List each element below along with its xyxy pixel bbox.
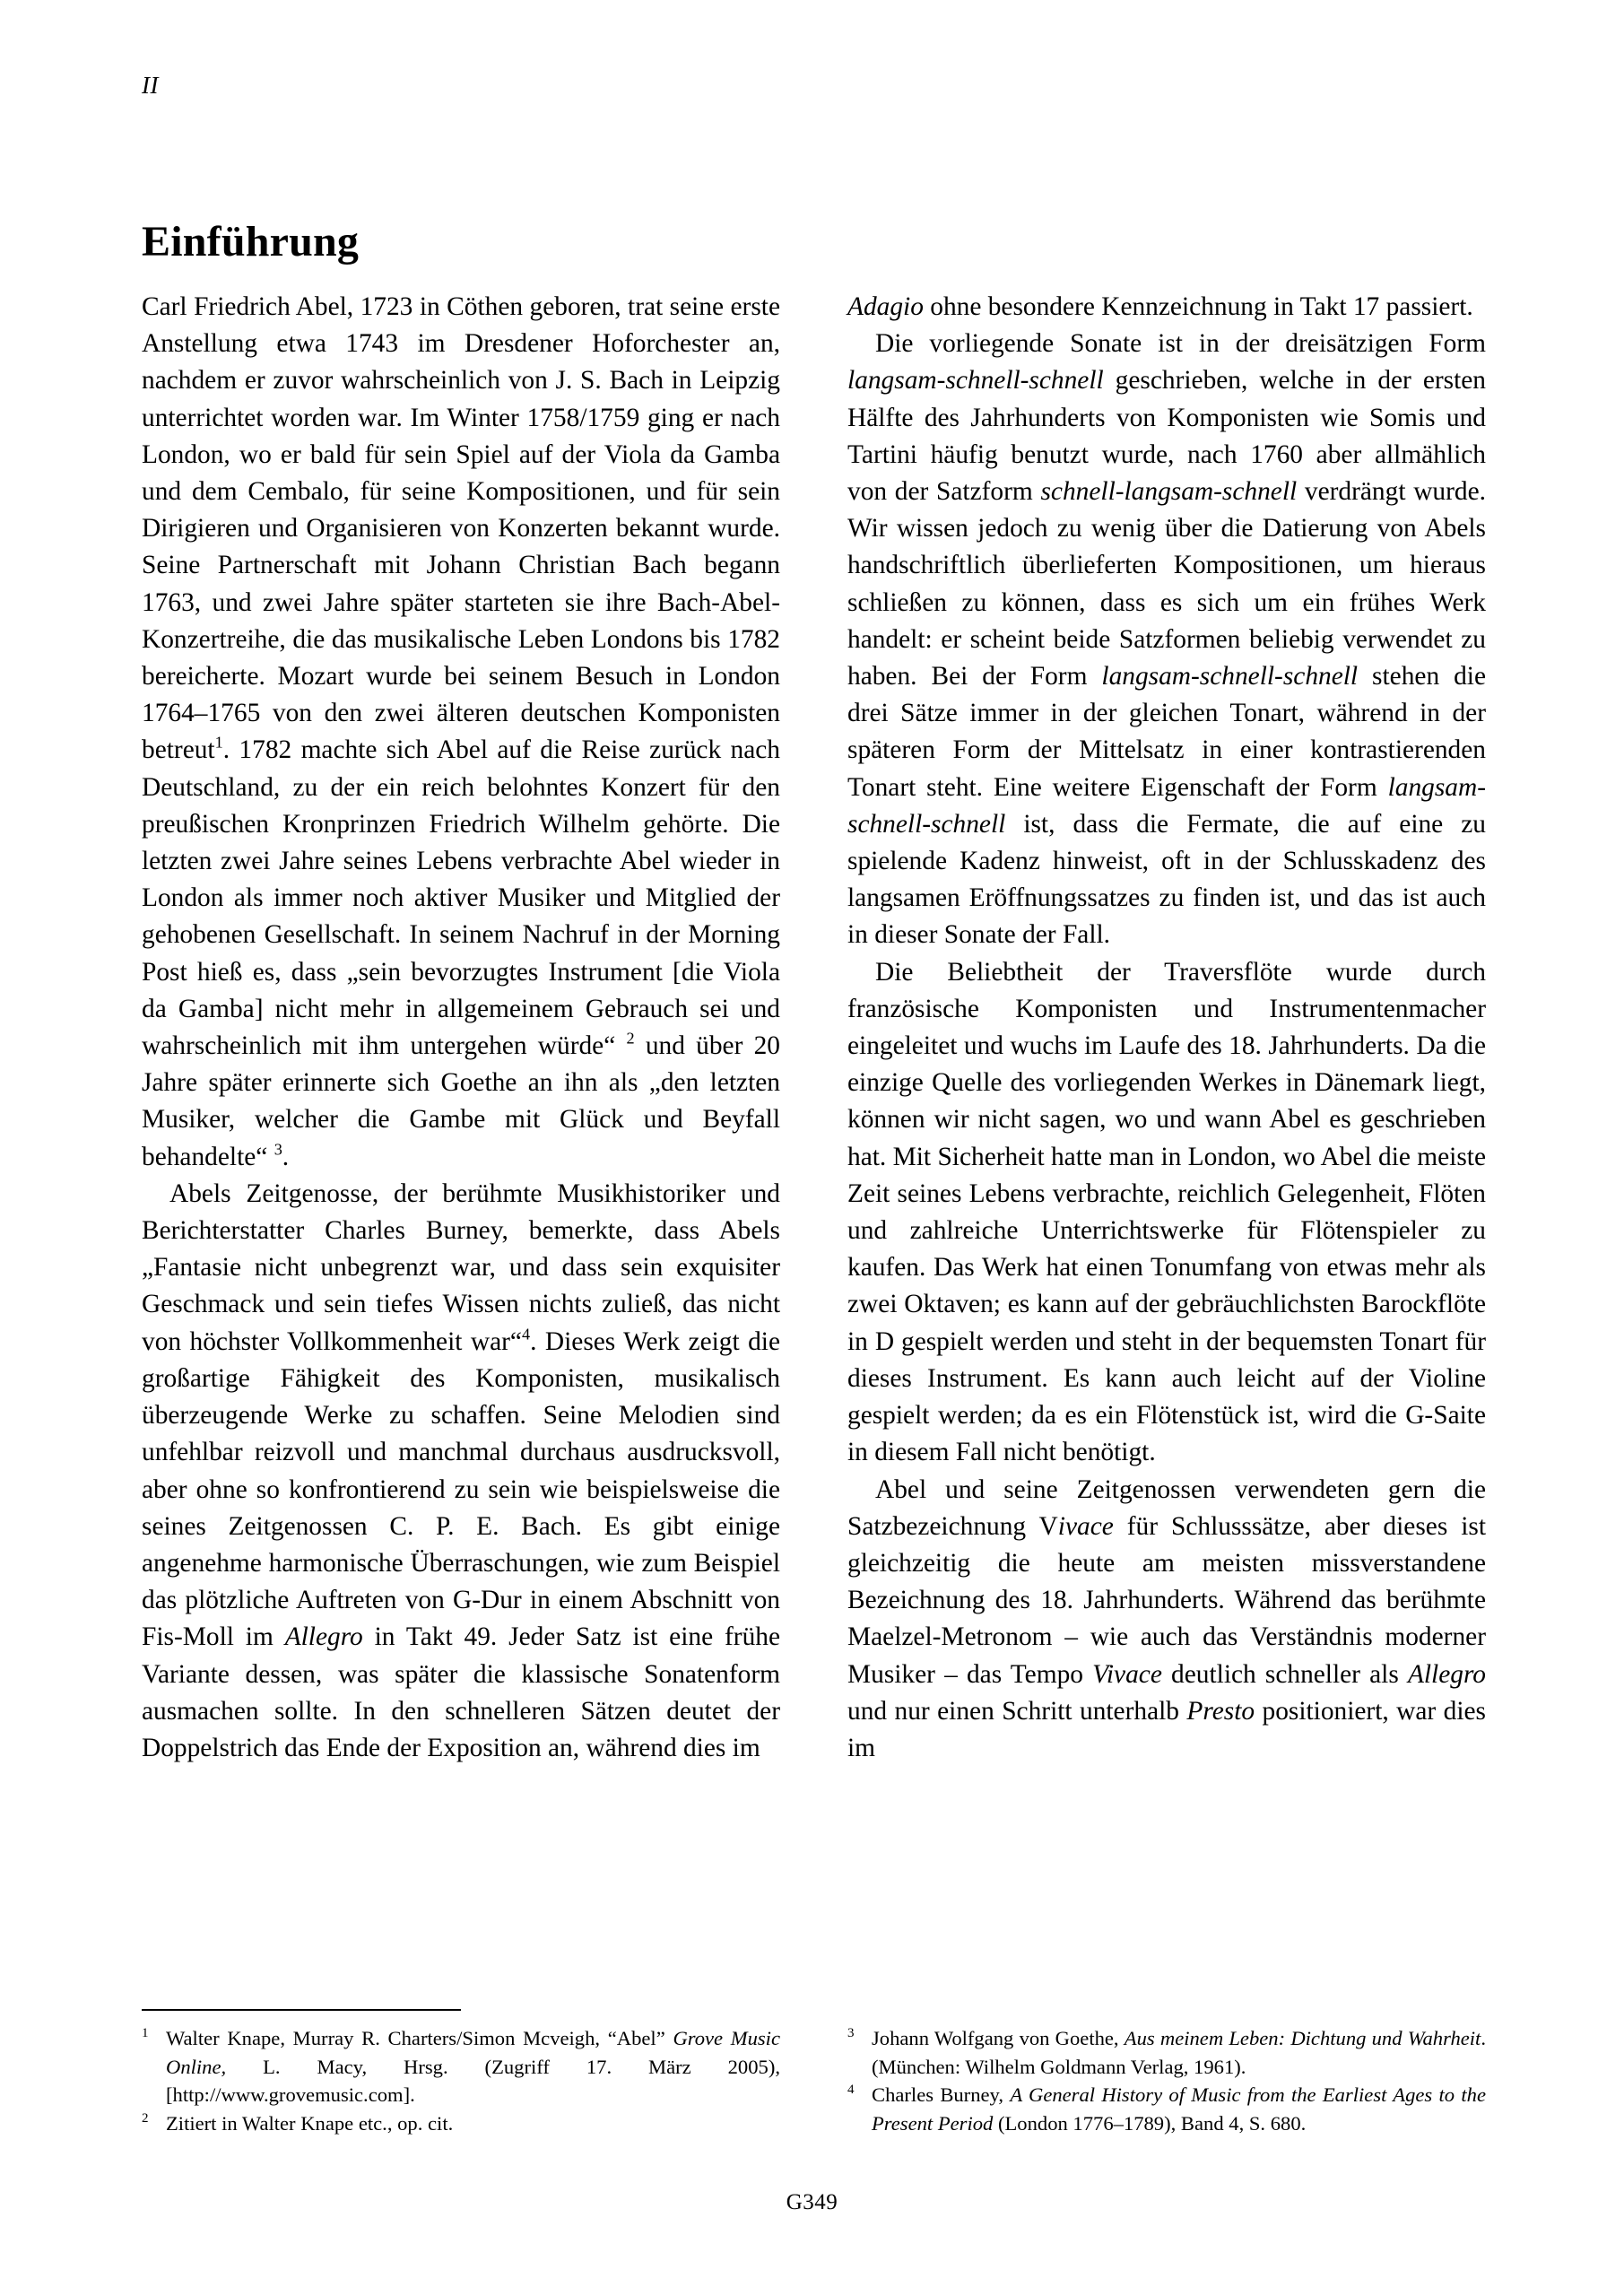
- footnote-list-right: [847, 2009, 1486, 2137]
- italic-run: langsam-schnell-schnell: [847, 772, 1486, 839]
- column-right: [847, 289, 1486, 1975]
- footnote-number: 4: [847, 2083, 855, 2097]
- footnote-number: 1: [142, 2026, 149, 2040]
- page-footer-signature: G349: [786, 2190, 838, 2214]
- page-folio: II: [142, 72, 159, 99]
- footnote-column-left: [142, 2009, 780, 2137]
- text-run: geschrieben, welche in der ersten Hälfte des Jahrhunderts von Komponisten wie Somis und Tartini häufig benutzt wurde, nach 1760 aber allmählich von der Satzform: [847, 366, 1486, 507]
- italic-run: A General History of Music from the Earliest Ages to the Present Period: [872, 2083, 1486, 2135]
- text-run: . 1782 machte sich Abel auf die Reise zurück nach Deutschland, zu der ein reich belohntes Konzert für den preußischen Kronprinzen Friedrich Wilhelm gehörte. Die letzten zwei Jahre seines Lebens verbrachte Abel wieder in London als immer noch aktiver Musiker und Mitglied der gehobenen Gesellschaft. In seinem Nachruf in der Morning Post hieß es, dass „sein bevorzugtes Instrument [die Viola da Gamba] nicht mehr in allgemeinem Gebrauch sei und wahrscheinlich mit ihm untergehen würde“: [142, 735, 780, 1061]
- text-run: (London 1776–1789), Band 4, S. 680.: [993, 2111, 1307, 2135]
- body-paragraph: [847, 1472, 1486, 1768]
- text-run: ohne besondere Kennzeichnung in Takt 17 passiert.: [923, 292, 1473, 321]
- footnote-item: [142, 2109, 780, 2138]
- text-run: .: [282, 1142, 290, 1171]
- text-run: für Schlusssätze, aber dieses ist gleichzeitig die heute am meisten missverstandene Bezeichnung des 18. Jahrhunderts. Während das berühmte Maelzel-Metronom – wie auch das Verständnis moderner Musiker – das Tempo: [847, 1511, 1486, 1689]
- body-paragraph: [847, 289, 1486, 326]
- footnote-text: [166, 2112, 453, 2135]
- footnote-text: [872, 2027, 1486, 2078]
- text-run: Zitiert in Walter Knape etc., op. cit.: [166, 2111, 454, 2135]
- text-run: . Dieses Werk zeigt die großartige Fähigkeit des Komponisten, musikalisch überzeugende Werke zu schaffen. Seine Melodien sind unfehlbar reizvoll und manchmal durchaus ausdrucksvoll, aber ohne so konfrontierend zu sein wie beispielsweise die seines Zeitgenossen C. P. E. Bach. Es gibt einige angenehme harmonische Überraschungen, wie zum Beispiel das plötzliche Auftreten von G-Dur in einem Abschnitt von Fis-Moll im: [142, 1326, 780, 1652]
- text-run: Johann Wolfgang von Goethe,: [872, 2027, 1125, 2049]
- page-title: Einführung: [142, 218, 360, 266]
- footnote-separator-rule: [142, 2009, 461, 2011]
- text-run: Walter Knape, Murray R. Charters/Simon Mcveigh, “Abel”: [166, 2027, 673, 2049]
- footnote-item: [142, 2024, 780, 2109]
- footnote-reference: 4: [521, 1325, 531, 1344]
- italic-run: schnell-langsam-schnell: [1040, 477, 1298, 507]
- body-paragraph: [847, 954, 1486, 1472]
- text-run: Abels Zeitgenosse, der berühmte Musikhistoriker und Berichterstatter Charles Burney, bemerkte, dass Abels „Fantasie nicht unbegrenzt war, und dass sein exquisiter Geschmack und sein tiefes Wissen nichts zuließ, das nicht von höchster Vollkommenheit war“: [142, 1178, 780, 1356]
- italic-run: Allegro: [284, 1622, 363, 1652]
- footnote-number: 3: [847, 2026, 855, 2040]
- column-left: [142, 289, 780, 1975]
- text-run: und über 20 Jahre später erinnerte sich Goethe an ihn als „den letzten Musiker, welcher die Gambe mit Glück und Beyfall behandelte“: [142, 1031, 780, 1171]
- footnote-item: [847, 2024, 1486, 2081]
- footnote-item: [847, 2081, 1486, 2137]
- italic-run: Grove Music Online,: [166, 2027, 780, 2078]
- text-run: Charles Burney,: [872, 2083, 1011, 2106]
- footnote-number: 2: [142, 2110, 149, 2126]
- text-run: . (München: Wilhelm Goldmann Verlag, 1961).: [872, 2027, 1486, 2078]
- text-run: deutlich schneller als: [1161, 1659, 1408, 1689]
- text-run: L. Macy, Hrsg. (Zugriff 17. März 2005), [http://www.grovemusic.com].: [166, 2055, 780, 2106]
- text-run: Carl Friedrich Abel, 1723 in Cöthen geboren, trat seine erste Anstellung etwa 1743 im Dresdener Hoforchester an, nachdem er zuvor wahrscheinlich von J. S. Bach in Leipzig unterrichtet worden war. Im Winter 1758/1759 ging er nach London, wo er bald für sein Spiel auf der Viola da Gamba und dem Cembalo, für seine Kompositionen, und für sein Dirigieren und Organisieren von Konzerten bekannt wurde. Seine Partnerschaft mit Johann Christian Bach begann 1763, und zwei Jahre später starteten sie ihre Bach-Abel-Konzertreihe, die das musikalische Leben Londons bis 1782 bereicherte. Mozart wurde bei seinem Besuch in London 1764–1765 von den zwei älteren deutschen Komponisten betreut: [142, 292, 780, 765]
- footnote-reference: 2: [626, 1029, 635, 1048]
- italic-run: Aus meinem Leben: Dichtung und Wahrheit: [1124, 2027, 1481, 2049]
- italic-run: ivace: [1057, 1511, 1114, 1541]
- footnote-text: [166, 2027, 780, 2106]
- body-paragraph: [142, 289, 780, 1176]
- body-paragraph: [142, 1176, 780, 1767]
- footnote-column-right: [847, 2009, 1486, 2137]
- body-paragraph: [847, 326, 1486, 953]
- text-run: Die vorliegende Sonate ist in der dreisätzigen Form: [875, 329, 1486, 359]
- text-run: positioniert, war dies im: [847, 1696, 1486, 1762]
- text-run: Abel und seine Zeitgenossen verwendeten gern die Satzbezeichnung V: [847, 1474, 1486, 1541]
- italic-run: Allegro: [1407, 1659, 1487, 1689]
- text-run: Die Beliebtheit der Traversflöte wurde durch französische Komponisten und Instrumentenmacher eingeleitet und wuchs im Laufe des 18. Jahrhunderts. Da die einzige Quelle des vorliegenden Werkes in Dänemark liegt, können wir nicht sagen, wo und wann Abel es geschrieben hat. Mit Sicherheit hatte man in London, wo Abel die meiste Zeit seines Lebens verbrachte, reichlich Gelegenheit, Flöten und zahlreiche Unterrichtswerke für Flötenspieler zu kaufen. Das Werk hat einen Tonumfang von etwas mehr als zwei Oktaven; es kann auf der gebräuchlichsten Barockflöte in D gespielt werden und steht in der bequemsten Tonart für dieses Instrument. Es kann auch leicht auf der Violine gespielt werden; da es ein Flötenstück ist, wird die G-Saite in diesem Fall nicht benötigt.: [847, 957, 1486, 1467]
- text-run: und nur einen Schritt unterhalb: [847, 1696, 1187, 1726]
- footnote-area: [142, 2009, 1487, 2137]
- text-run: ist, dass die Fermate, die auf eine zu spielende Kadenz hinweist, oft in der Schlusskadenz des langsamen Eröffnungssatzes zu finden ist, und das ist auch in dieser Sonate der Fall.: [847, 809, 1486, 950]
- footnote-list-left: [142, 2009, 780, 2137]
- footnote-text: [872, 2083, 1486, 2135]
- footnote-reference: 3: [274, 1140, 282, 1159]
- text-run: verdrängt wurde. Wir wissen jedoch zu wenig über die Datierung von Abels handschriftlich überlieferten Kompositionen, um hieraus schließen zu können, dass es sich um ein frühes Werk handelt: er scheint beide Satzformen beliebig verwendet zu haben. Bei der Form: [847, 477, 1486, 691]
- italic-run: Vivace: [1092, 1659, 1162, 1689]
- text-run: in Takt 49. Jeder Satz ist eine frühe Variante dessen, was später die klassische Sonatenform ausmachen sollte. In den schnelleren Sätzen deutet der Doppelstrich das Ende der Exposition an, während dies im: [142, 1622, 781, 1762]
- text-run: stehen die drei Sätze immer in der gleichen Tonart, während in der späteren Form der Mittelsatz in einer kontrastierenden Tonart steht. Eine weitere Eigenschaft der Form: [847, 662, 1487, 802]
- italic-run: langsam-schnell-schnell: [1101, 662, 1359, 691]
- italic-run: Adagio: [847, 292, 924, 321]
- footnote-reference: 1: [214, 734, 223, 752]
- body-columns: [142, 289, 1487, 1975]
- italic-run: Presto: [1186, 1696, 1255, 1726]
- italic-run: langsam-schnell-schnell: [847, 366, 1104, 396]
